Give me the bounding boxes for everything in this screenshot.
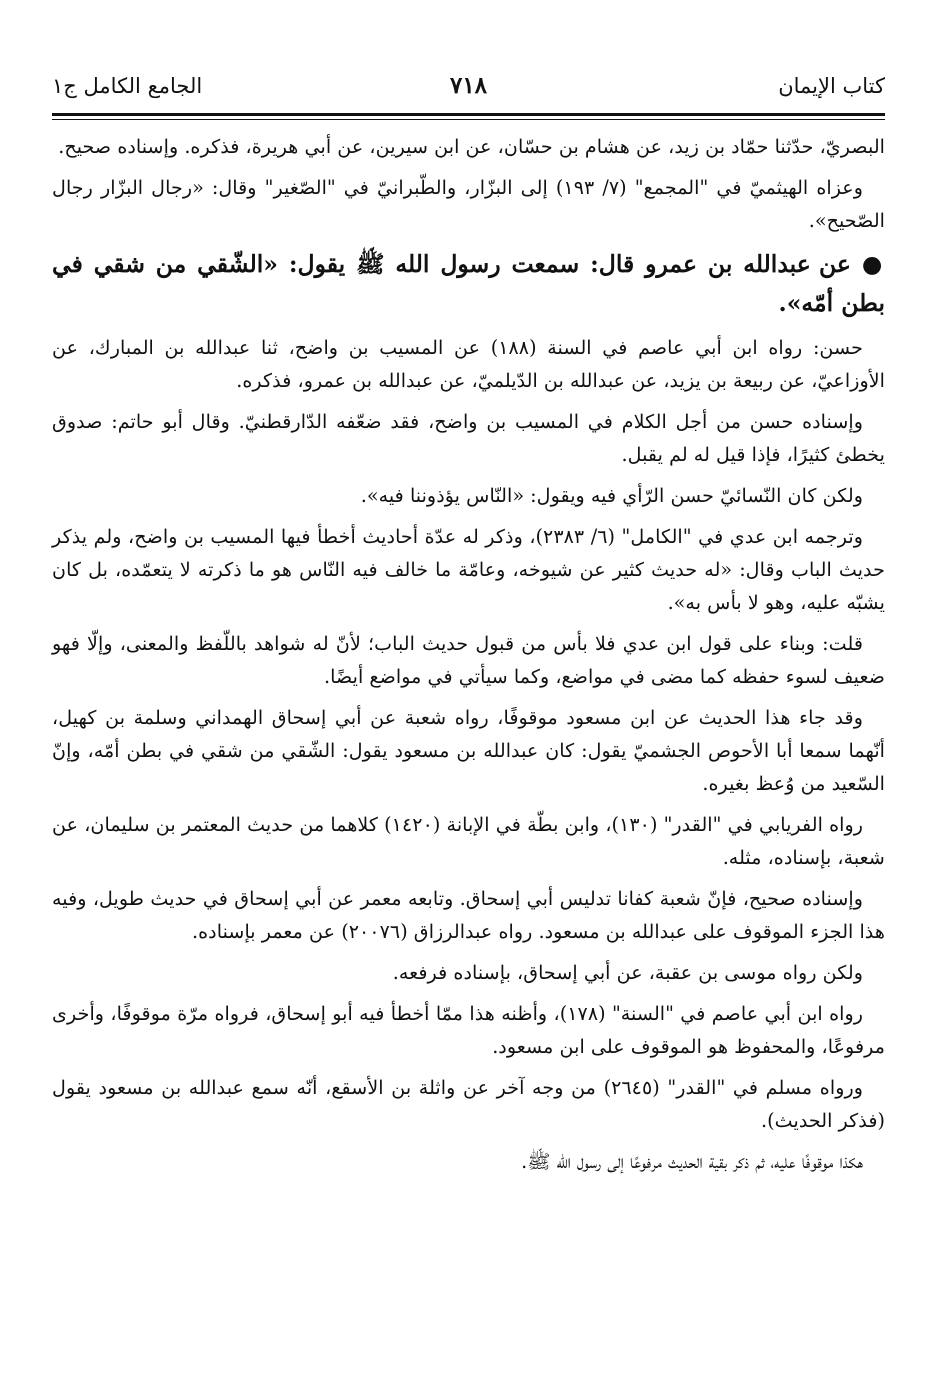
hadith-text: عن عبدالله بن عمرو قال: سمعت رسول الله ﷺ يقول: «الشّقي من شقي في بطن أمّه». (52, 250, 885, 317)
page-number: ٧١٨ (449, 72, 488, 99)
paragraph-8: قلت: وبناء على قول ابن عدي فلا بأس من قبول حديث الباب؛ لأنّ له شواهد باللّفظ والمعنى، وإلّا فهو ضعيف لسوء حفظه كما مضى في مواضع، وكما سيأتي في مواضع أيضًا. (52, 632, 885, 688)
header-rule-thick (52, 113, 885, 116)
paragraph-11: وإسناده صحيح، فإنّ شعبة كفانا تدليس أبي إسحاق. وتابعه معمر عن أبي إسحاق في حديث طويل، وفيه هذا الجزء الموقوف على عبدالله بن مسعود. رواه عبدالرزاق (٢٠٠٧٦) عن معمر بإسناده. (52, 887, 885, 943)
book-title: كتاب الإيمان (778, 74, 885, 98)
collection-title: الجامع الكامل ج١ (52, 74, 203, 98)
paragraph-15: هكذا موقوفًا عليه، ثم ذكر بقية الحديث مرفوعًا إلى رسول الله ﷺ. (521, 1150, 863, 1173)
page-header (52, 72, 885, 112)
paragraph-6: ولكن كان النّسائيّ حسن الرّأي فيه ويقول: «النّاس يؤذوننا فيه». (360, 484, 863, 507)
paragraph-12: ولكن رواه موسى بن عقبة، عن أبي إسحاق، بإسناده فرفعه. (392, 961, 863, 984)
page-body (52, 130, 885, 1186)
paragraph-10: رواه الفريابي في "القدر" (١٣٠)، وابن بطّة في الإبانة (١٤٢٠) كلاهما من حديث المعتمر بن سليمان، عن شعبة، بإسناده، مثله. (52, 813, 885, 869)
paragraph-2: وعزاه الهيثميّ في "المجمع" (٧/ ١٩٣) إلى البزّار، والطّبرانيّ في "الصّغير" وقال: «رجال البزّار رجال الصّحيح». (52, 176, 885, 232)
hadith-paragraph (52, 245, 885, 323)
paragraph-4: حسن: رواه ابن أبي عاصم في السنة (١٨٨) عن المسيب بن واضح، ثنا عبدالله بن المبارك، عن الأوزاعيّ، عن ربيعة بن يزيد، عن عبدالله بن الدّيلميّ، عن عبدالله بن عمرو، فذكره. (52, 336, 885, 392)
paragraph-9: وقد جاء هذا الحديث عن ابن مسعود موقوفًا، رواه شعبة عن أبي إسحاق الهمداني وسلمة بن كهيل، أنّهما سمعا أبا الأحوص الجشميّ يقول: كان عبدالله بن مسعود يقول: الشّقي من شقي في بطن أمّه، وإنّ السّعيد من وُعظ بغيره. (52, 706, 885, 795)
paragraph-13: رواه ابن أبي عاصم في "السنة" (١٧٨)، وأظنه هذا ممّا أخطأ فيه أبو إسحاق، فرواه مرّة موقوفًا، وأخرى مرفوعًا، والمحفوظ هو الموقوف على ابن مسعود. (52, 1002, 885, 1058)
paragraph-7: وترجمه ابن عدي في "الكامل" (٦/ ٢٣٨٣)، وذكر له عدّة أحاديث أخطأ فيها المسيب بن واضح، ولم يذكر حديث الباب وقال: «له حديث كثير عن شيوخه، وعامّة ما خالف فيه النّاس هو ما ذكرته لا يتعمّده، بل كان يشبّه عليه، وهو لا بأس به». (52, 525, 885, 614)
bullet-icon: ● (861, 250, 885, 278)
paragraph-5: وإسناده حسن من أجل الكلام في المسيب بن واضح، فقد ضعّفه الدّارقطنيّ. وقال أبو حاتم: صدوق يخطئ كثيرًا، فإذا قيل له لم يقبل. (52, 410, 885, 466)
paragraph-1: البصريّ، حدّثنا حمّاد بن زيد، عن هشام بن حسّان، عن ابن سيرين، عن أبي هريرة، فذكره. وإسناده صحيح. (58, 135, 885, 158)
header-rule-thin (52, 119, 885, 120)
paragraph-14: ورواه مسلم في "القدر" (٢٦٤٥) من وجه آخر عن واثلة بن الأسقع، أنّه سمع عبدالله بن مسعود يقول (فذكر الحديث). (52, 1076, 885, 1132)
